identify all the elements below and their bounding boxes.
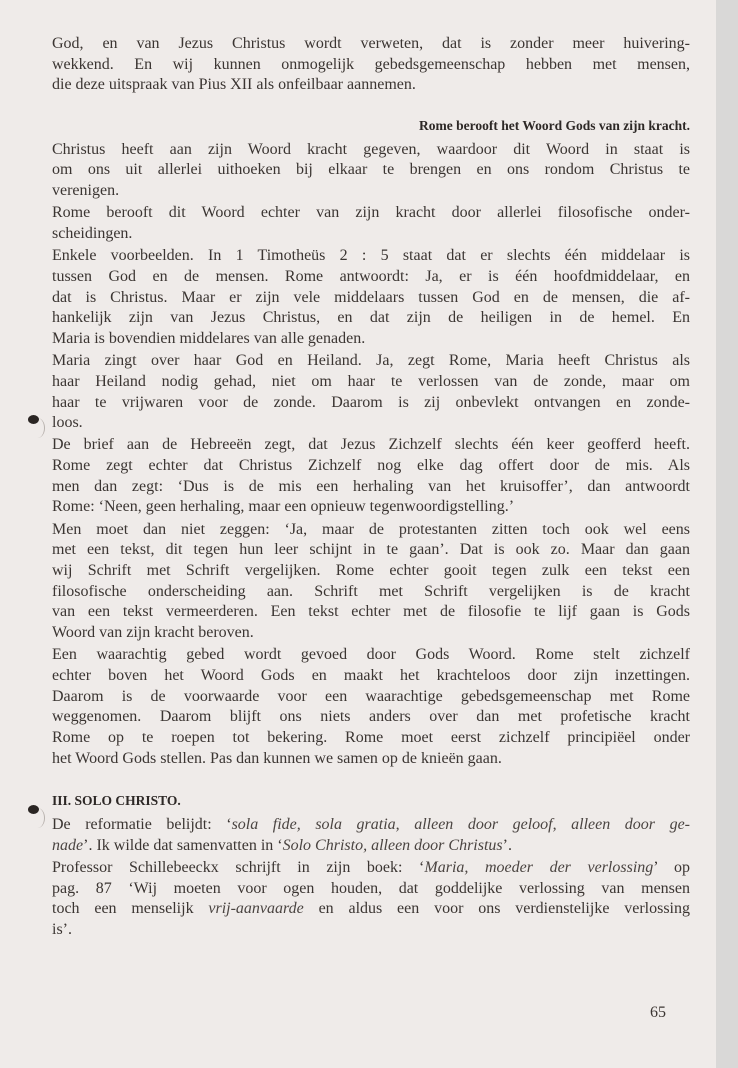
paragraph <box>52 815 690 856</box>
text-segment: De reformatie belijdt: ‘ <box>52 816 232 834</box>
text-line <box>52 899 690 920</box>
text-line: dat is Christus. Maar er zijn vele middelaars tussen God en de mensen, die af- <box>52 288 690 306</box>
text-line: haar te vrijwaren voor de zonde. Daarom is zij onbevlekt ontvangen en zonde- <box>52 393 690 411</box>
punch-hole-mark <box>30 418 45 438</box>
paragraph <box>52 34 690 96</box>
section-subheading: Rome berooft het Woord Gods van zijn kracht. <box>419 118 690 134</box>
text-segment: ’ op <box>653 858 691 876</box>
text-line: wekkend. En wij kunnen onmogelijk gebedsgemeenschap hebben met mensen, <box>52 55 690 73</box>
text-line: echter boven het Woord Gods en maakt het krachteloos door zijn inzettingen. <box>52 666 690 684</box>
text-line: Rome zegt echter dat Christus Zichzelf nog elke dag offert door de mis. Als <box>52 457 690 475</box>
text-segment: en aldus een voor ons verdienstelijke verlossing <box>303 900 690 918</box>
italic-text: vrij-aanvaarde <box>208 900 304 918</box>
text-line: Rome op te roepen tot bekering. Rome moet eerst zichzelf principiëel onder <box>52 729 690 746</box>
text-line: God, en van Jezus Christus wordt verweten, dat is zonder meer huivering- <box>52 35 690 52</box>
italic-text: nade <box>52 836 84 854</box>
text-line: het Woord Gods stellen. Pas dan kunnen we samen op de knieën gaan. <box>52 749 502 767</box>
text-segment: ’. Ik wilde dat samenvatten in ‘ <box>83 836 283 854</box>
page-number: 65 <box>650 1004 666 1021</box>
text-line: filosofische onderscheiding aan. Schrift met Schrift vergelijken is de kracht <box>52 582 690 600</box>
text-line: De brief aan de Hebreeën zegt, dat Jezus Zichzelf slechts één keer geofferd heeft. <box>52 436 690 454</box>
text-line: van een tekst vermeerderen. Een tekst echter met de filosofie te lijf gaan is Gods <box>52 603 690 621</box>
text-segment: toch een menselijk <box>52 900 209 918</box>
punch-hole-mark <box>30 808 45 828</box>
text-line: scheidingen. <box>52 225 133 242</box>
text-line: wij Schrift met Schrift vergelijken. Rome echter gooit tegen zulk een tekst een <box>52 562 690 579</box>
body-text <box>52 34 690 942</box>
text-line: Woord van zijn kracht beroven. <box>52 624 254 642</box>
text-segment: ’. <box>502 836 512 854</box>
paragraph <box>52 858 690 941</box>
text-line: Een waarachtig gebed wordt gevoed door Gods Woord. Rome stelt zichzelf <box>52 646 690 664</box>
text-line <box>52 858 690 879</box>
text-line: Daarom is de voorwaarde voor een waarachtige gebedsgemeenschap met Rome <box>52 687 690 705</box>
text-line: haar Heiland nodig gehad, niet om haar te verlossen van de zonde, maar om <box>52 372 690 390</box>
text-line: met een tekst, dit tegen hun leer schijnt in te gaan’. Dat is ook zo. Maar dan gaan <box>52 541 690 559</box>
paragraph <box>52 520 690 644</box>
text-line: om ons uit allerlei uithoeken bij elkaar te brengen en ons rondom Christus te <box>52 161 690 179</box>
paragraph <box>52 645 690 769</box>
section-heading: III. SOLO CHRISTO. <box>52 793 181 809</box>
text-line: loos. <box>52 414 83 432</box>
text-line: Maria is bovendien middelares van alle genaden. <box>52 329 366 347</box>
paragraph <box>52 351 690 434</box>
text-line: Rome: ‘Neen, geen herhaling, maar een opnieuw tegenwoordigstelling.’ <box>52 498 515 516</box>
italic-text: Maria, moeder der verlossing <box>424 858 654 876</box>
paragraph <box>52 203 690 244</box>
text-line: Rome berooft dit Woord echter van zijn kracht door allerlei filosofische onder- <box>52 204 690 222</box>
paragraph <box>52 140 690 202</box>
text-line: Christus heeft aan zijn Woord kracht gegeven, waardoor dit Woord in staat is <box>52 140 690 158</box>
text-line <box>52 836 690 857</box>
text-line: hankelijk zijn van Jezus Christus, en dat zijn de heiligen in de hemel. En <box>52 309 690 327</box>
italic-text: sola fide, sola gratia, alleen door geloof, alleen door ge- <box>231 816 691 834</box>
text-line: Men moet dan niet zeggen: ‘Ja, maar de protestanten zitten toch ook wel eens <box>52 520 690 538</box>
text-line: verenigen. <box>52 182 120 200</box>
paragraph <box>52 435 690 518</box>
italic-text: Solo Christo, alleen door Christus <box>282 836 503 854</box>
paragraph <box>52 246 690 349</box>
text-segment: Professor Schillebeeckx schrijft in zijn boek: ‘ <box>52 858 425 876</box>
text-line: tussen God en de mensen. Rome antwoordt: Ja, er is één hoofdmiddelaar, en <box>52 267 690 285</box>
text-line: Enkele voorbeelden. In 1 Timotheüs 2 : 5 staat dat er slechts één middelaar is <box>52 247 690 265</box>
text-line: Maria zingt over haar God en Heiland. Ja, zegt Rome, Maria heeft Christus als <box>52 352 690 370</box>
text-line: is’. <box>52 921 72 938</box>
text-line: pag. 87 ‘Wij moeten voor ogen houden, dat goddelijke verlossing van mensen <box>52 879 690 897</box>
text-line: die deze uitspraak van Pius XII als onfeilbaar aannemen. <box>52 76 416 94</box>
text-line: weggenomen. Daarom blijft ons niets anders over dan met profetische kracht <box>52 708 690 726</box>
text-line: men dan zegt: ‘Dus is de mis een herhaling van het kruisoffer’, dan antwoordt <box>52 477 690 495</box>
text-line <box>52 815 690 836</box>
